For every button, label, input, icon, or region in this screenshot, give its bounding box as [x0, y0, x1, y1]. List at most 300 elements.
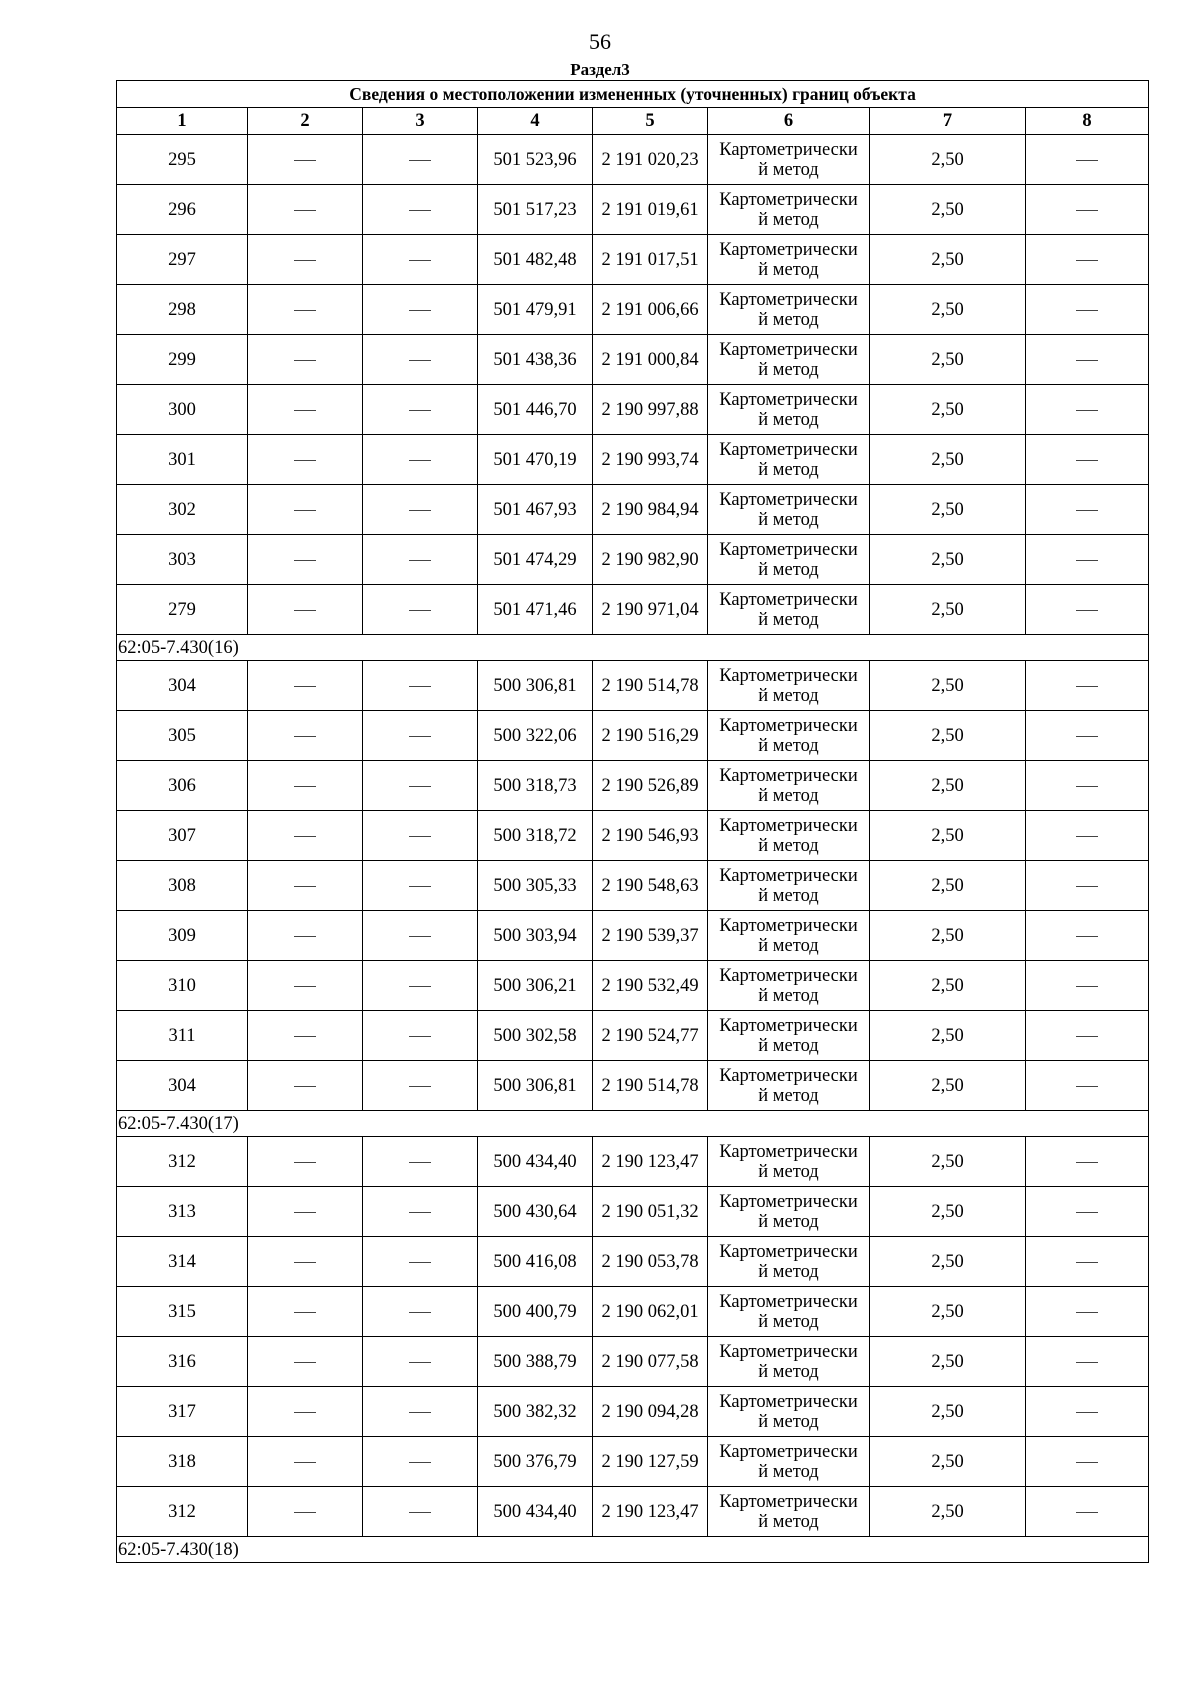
method-cell: [708, 185, 870, 235]
y-coordinate-cell: 2 190 984,94: [593, 485, 708, 535]
dash-mark: [294, 1362, 316, 1363]
dash-mark: [1076, 1086, 1098, 1087]
dash-mark: [409, 686, 431, 687]
empty-cell: [363, 1187, 478, 1237]
y-coordinate-cell: 2 190 526,89: [593, 761, 708, 811]
column-number: 7: [870, 108, 1026, 135]
dash-mark: [1076, 786, 1098, 787]
empty-cell: [1026, 285, 1149, 335]
x-coordinate-cell: 501 482,48: [478, 235, 593, 285]
dash-mark: [294, 736, 316, 737]
accuracy-cell: 2,50: [870, 535, 1026, 585]
dash-mark: [409, 1086, 431, 1087]
dash-mark: [409, 986, 431, 987]
empty-cell: [248, 335, 363, 385]
dash-mark: [409, 1412, 431, 1413]
empty-cell: [363, 1487, 478, 1537]
dash-mark: [1076, 1162, 1098, 1163]
y-coordinate-cell: 2 190 123,47: [593, 1137, 708, 1187]
section-title: Раздел3: [570, 60, 630, 79]
x-coordinate-cell: 500 318,73: [478, 761, 593, 811]
group-header-row: [117, 635, 1149, 661]
point-number-cell: 311: [117, 1011, 248, 1061]
dash-mark: [294, 610, 316, 611]
accuracy-cell: 2,50: [870, 811, 1026, 861]
dash-mark: [1076, 836, 1098, 837]
method-text-line2: й метод: [758, 935, 819, 956]
y-coordinate-cell: 2 190 548,63: [593, 861, 708, 911]
empty-cell: [363, 535, 478, 585]
empty-cell: [248, 661, 363, 711]
dash-mark: [409, 886, 431, 887]
y-coordinate-cell: 2 191 020,23: [593, 135, 708, 185]
dash-mark: [409, 1512, 431, 1513]
dash-mark: [294, 210, 316, 211]
y-coordinate-cell: 2 190 127,59: [593, 1437, 708, 1487]
point-number-cell: 313: [117, 1187, 248, 1237]
empty-cell: [248, 185, 363, 235]
x-coordinate-cell: 500 305,33: [478, 861, 593, 911]
point-number-cell: 318: [117, 1437, 248, 1487]
accuracy-cell: 2,50: [870, 911, 1026, 961]
x-coordinate-cell: 501 479,91: [478, 285, 593, 335]
method-text-line1: Картометрически: [719, 665, 858, 686]
y-coordinate-cell: 2 190 516,29: [593, 711, 708, 761]
x-coordinate-cell: 500 400,79: [478, 1287, 593, 1337]
accuracy-cell: 2,50: [870, 711, 1026, 761]
empty-cell: [363, 861, 478, 911]
accuracy-cell: 2,50: [870, 1337, 1026, 1387]
empty-cell: [1026, 1137, 1149, 1187]
method-text-line2: й метод: [758, 359, 819, 380]
empty-cell: [1026, 235, 1149, 285]
point-number-cell: 305: [117, 711, 248, 761]
table-row: [117, 661, 1149, 711]
dash-mark: [294, 1262, 316, 1263]
y-coordinate-cell: 2 190 997,88: [593, 385, 708, 435]
dash-mark: [1076, 610, 1098, 611]
table-row: [117, 1011, 1149, 1061]
dash-mark: [294, 310, 316, 311]
point-number-cell: 314: [117, 1237, 248, 1287]
method-text-line2: й метод: [758, 409, 819, 430]
empty-cell: [363, 1387, 478, 1437]
accuracy-cell: 2,50: [870, 385, 1026, 435]
point-number-cell: 297: [117, 235, 248, 285]
point-number-cell: 296: [117, 185, 248, 235]
accuracy-cell: 2,50: [870, 485, 1026, 535]
column-number: 2: [248, 108, 363, 135]
dash-mark: [1076, 1512, 1098, 1513]
dash-mark: [409, 736, 431, 737]
method-text-line1: Картометрически: [719, 1191, 858, 1212]
table-row: [117, 535, 1149, 585]
empty-cell: [248, 711, 363, 761]
empty-cell: [248, 135, 363, 185]
dash-mark: [409, 460, 431, 461]
method-text-line2: й метод: [758, 1161, 819, 1182]
method-cell: [708, 285, 870, 335]
dash-mark: [294, 886, 316, 887]
x-coordinate-cell: 500 318,72: [478, 811, 593, 861]
dash-mark: [294, 160, 316, 161]
accuracy-cell: 2,50: [870, 135, 1026, 185]
accuracy-cell: 2,50: [870, 761, 1026, 811]
empty-cell: [363, 761, 478, 811]
method-text-line2: й метод: [758, 309, 819, 330]
dash-mark: [294, 1312, 316, 1313]
y-coordinate-cell: 2 190 971,04: [593, 585, 708, 635]
point-number-cell: 298: [117, 285, 248, 335]
dash-mark: [1076, 1312, 1098, 1313]
method-cell: [708, 1137, 870, 1187]
column-number: 8: [1026, 108, 1149, 135]
accuracy-cell: 2,50: [870, 435, 1026, 485]
column-number: 1: [117, 108, 248, 135]
method-cell: [708, 1011, 870, 1061]
method-cell: [708, 961, 870, 1011]
empty-cell: [363, 285, 478, 335]
dash-mark: [1076, 360, 1098, 361]
empty-cell: [248, 761, 363, 811]
dash-mark: [294, 1086, 316, 1087]
empty-cell: [1026, 711, 1149, 761]
empty-cell: [248, 1287, 363, 1337]
empty-cell: [1026, 135, 1149, 185]
empty-cell: [1026, 911, 1149, 961]
column-number: 4: [478, 108, 593, 135]
empty-cell: [248, 535, 363, 585]
dash-mark: [1076, 510, 1098, 511]
method-text-line1: Картометрически: [719, 289, 858, 310]
table-row: [117, 911, 1149, 961]
group-label: 62:05-7.430(17): [117, 1111, 1149, 1137]
empty-cell: [363, 135, 478, 185]
table-row: [117, 435, 1149, 485]
method-text-line1: Картометрически: [719, 1141, 858, 1162]
dash-mark: [1076, 736, 1098, 737]
empty-cell: [1026, 585, 1149, 635]
dash-mark: [1076, 1362, 1098, 1363]
dash-mark: [409, 260, 431, 261]
table-row: [117, 485, 1149, 535]
table-row: [117, 961, 1149, 1011]
dash-mark: [1076, 1262, 1098, 1263]
x-coordinate-cell: 501 517,23: [478, 185, 593, 235]
method-text-line2: й метод: [758, 209, 819, 230]
empty-cell: [248, 1337, 363, 1387]
empty-cell: [248, 861, 363, 911]
dash-mark: [409, 786, 431, 787]
empty-cell: [248, 1437, 363, 1487]
method-text-line1: Картометрически: [719, 1015, 858, 1036]
method-text-line1: Картометрически: [719, 965, 858, 986]
point-number-cell: 316: [117, 1337, 248, 1387]
column-number-row: [117, 108, 1149, 135]
accuracy-cell: 2,50: [870, 1487, 1026, 1537]
empty-cell: [363, 585, 478, 635]
accuracy-cell: 2,50: [870, 1137, 1026, 1187]
dash-mark: [1076, 686, 1098, 687]
accuracy-cell: 2,50: [870, 1387, 1026, 1437]
point-number-cell: 299: [117, 335, 248, 385]
dash-mark: [409, 1212, 431, 1213]
accuracy-cell: 2,50: [870, 585, 1026, 635]
empty-cell: [363, 1287, 478, 1337]
empty-cell: [1026, 1337, 1149, 1387]
y-coordinate-cell: 2 191 019,61: [593, 185, 708, 235]
point-number-cell: 312: [117, 1487, 248, 1537]
x-coordinate-cell: 500 434,40: [478, 1137, 593, 1187]
dash-mark: [409, 210, 431, 211]
x-coordinate-cell: 500 434,40: [478, 1487, 593, 1537]
table-row: [117, 1387, 1149, 1437]
method-text-line2: й метод: [758, 259, 819, 280]
dash-mark: [294, 1162, 316, 1163]
empty-cell: [1026, 761, 1149, 811]
empty-cell: [248, 1487, 363, 1537]
accuracy-cell: 2,50: [870, 961, 1026, 1011]
empty-cell: [248, 485, 363, 535]
empty-cell: [248, 235, 363, 285]
dash-mark: [409, 1162, 431, 1163]
method-text-line1: Картометрически: [719, 439, 858, 460]
empty-cell: [363, 961, 478, 1011]
dash-mark: [294, 1212, 316, 1213]
table-row: [117, 1287, 1149, 1337]
table-caption: Сведения о местоположении измененных (уточненных) границ объекта: [117, 81, 1149, 108]
empty-cell: [248, 435, 363, 485]
dash-mark: [294, 786, 316, 787]
accuracy-cell: 2,50: [870, 185, 1026, 235]
empty-cell: [248, 285, 363, 335]
point-number-cell: 307: [117, 811, 248, 861]
method-text-line2: й метод: [758, 1411, 819, 1432]
accuracy-cell: 2,50: [870, 335, 1026, 385]
point-number-cell: 295: [117, 135, 248, 185]
y-coordinate-cell: 2 190 993,74: [593, 435, 708, 485]
empty-cell: [363, 185, 478, 235]
table-row: [117, 811, 1149, 861]
method-text-line1: Картометрически: [719, 589, 858, 610]
dash-mark: [1076, 936, 1098, 937]
method-text-line1: Картометрически: [719, 1441, 858, 1462]
method-cell: [708, 1287, 870, 1337]
method-text-line2: й метод: [758, 835, 819, 856]
method-text-line2: й метод: [758, 1511, 819, 1532]
point-number-cell: 306: [117, 761, 248, 811]
dash-mark: [409, 610, 431, 611]
dash-mark: [409, 310, 431, 311]
empty-cell: [1026, 335, 1149, 385]
table-row: [117, 285, 1149, 335]
empty-cell: [1026, 1061, 1149, 1111]
empty-cell: [363, 485, 478, 535]
method-text-line2: й метод: [758, 1211, 819, 1232]
table-row: [117, 1437, 1149, 1487]
dash-mark: [294, 1512, 316, 1513]
coordinates-table: [116, 80, 1149, 1563]
table-row: [117, 235, 1149, 285]
dash-mark: [294, 410, 316, 411]
table-row: [117, 1061, 1149, 1111]
empty-cell: [363, 385, 478, 435]
group-label: 62:05-7.430(16): [117, 635, 1149, 661]
empty-cell: [1026, 811, 1149, 861]
empty-cell: [363, 1011, 478, 1061]
group-header-row: [117, 1111, 1149, 1137]
empty-cell: [1026, 485, 1149, 535]
page-number: 56: [589, 29, 611, 54]
point-number-cell: 301: [117, 435, 248, 485]
point-number-cell: 315: [117, 1287, 248, 1337]
accuracy-cell: 2,50: [870, 861, 1026, 911]
dash-mark: [409, 1462, 431, 1463]
table-row: [117, 1187, 1149, 1237]
column-number: 5: [593, 108, 708, 135]
y-coordinate-cell: 2 190 094,28: [593, 1387, 708, 1437]
empty-cell: [1026, 661, 1149, 711]
empty-cell: [363, 1061, 478, 1111]
method-text-line1: Картометрически: [719, 139, 858, 160]
y-coordinate-cell: 2 190 539,37: [593, 911, 708, 961]
table-caption-row: [117, 81, 1149, 108]
dash-mark: [1076, 210, 1098, 211]
x-coordinate-cell: 500 322,06: [478, 711, 593, 761]
table-row: [117, 711, 1149, 761]
dash-mark: [294, 936, 316, 937]
point-number-cell: 302: [117, 485, 248, 535]
dash-mark: [294, 460, 316, 461]
x-coordinate-cell: 501 470,19: [478, 435, 593, 485]
table-row: [117, 1487, 1149, 1537]
method-text-line2: й метод: [758, 885, 819, 906]
point-number-cell: 308: [117, 861, 248, 911]
empty-cell: [1026, 1237, 1149, 1287]
x-coordinate-cell: 501 471,46: [478, 585, 593, 635]
accuracy-cell: 2,50: [870, 1237, 1026, 1287]
method-cell: [708, 235, 870, 285]
dash-mark: [409, 1362, 431, 1363]
empty-cell: [248, 811, 363, 861]
table-row: [117, 1337, 1149, 1387]
dash-mark: [294, 836, 316, 837]
table-row: [117, 335, 1149, 385]
empty-cell: [1026, 385, 1149, 435]
dash-mark: [294, 560, 316, 561]
empty-cell: [363, 1337, 478, 1387]
dash-mark: [1076, 886, 1098, 887]
table-body: [117, 81, 1149, 1563]
x-coordinate-cell: 500 430,64: [478, 1187, 593, 1237]
y-coordinate-cell: 2 190 982,90: [593, 535, 708, 585]
empty-cell: [1026, 1187, 1149, 1237]
dash-mark: [1076, 986, 1098, 987]
column-number: 6: [708, 108, 870, 135]
empty-cell: [248, 1011, 363, 1061]
dash-mark: [409, 160, 431, 161]
empty-cell: [248, 585, 363, 635]
y-coordinate-cell: 2 190 514,78: [593, 1061, 708, 1111]
empty-cell: [1026, 1287, 1149, 1337]
dash-mark: [1076, 1212, 1098, 1213]
method-text-line2: й метод: [758, 159, 819, 180]
empty-cell: [1026, 861, 1149, 911]
empty-cell: [363, 435, 478, 485]
dash-mark: [1076, 1036, 1098, 1037]
method-text-line1: Картометрически: [719, 339, 858, 360]
x-coordinate-cell: 500 416,08: [478, 1237, 593, 1287]
empty-cell: [363, 1437, 478, 1487]
dash-mark: [294, 360, 316, 361]
dash-mark: [1076, 160, 1098, 161]
empty-cell: [248, 911, 363, 961]
method-cell: [708, 911, 870, 961]
empty-cell: [248, 1061, 363, 1111]
method-text-line2: й метод: [758, 1311, 819, 1332]
dash-mark: [294, 1036, 316, 1037]
table-row: [117, 1137, 1149, 1187]
dash-mark: [1076, 1462, 1098, 1463]
dash-mark: [294, 986, 316, 987]
point-number-cell: 317: [117, 1387, 248, 1437]
group-header-row: [117, 1537, 1149, 1563]
empty-cell: [363, 911, 478, 961]
y-coordinate-cell: 2 190 053,78: [593, 1237, 708, 1287]
x-coordinate-cell: 501 474,29: [478, 535, 593, 585]
empty-cell: [363, 1137, 478, 1187]
x-coordinate-cell: 500 376,79: [478, 1437, 593, 1487]
method-text-line1: Картометрически: [719, 815, 858, 836]
method-cell: [708, 535, 870, 585]
y-coordinate-cell: 2 191 017,51: [593, 235, 708, 285]
point-number-cell: 312: [117, 1137, 248, 1187]
y-coordinate-cell: 2 190 524,77: [593, 1011, 708, 1061]
dash-mark: [409, 510, 431, 511]
y-coordinate-cell: 2 191 000,84: [593, 335, 708, 385]
empty-cell: [248, 1237, 363, 1287]
empty-cell: [1026, 1011, 1149, 1061]
dash-mark: [409, 836, 431, 837]
method-cell: [708, 385, 870, 435]
table-row: [117, 385, 1149, 435]
method-text-line1: Картометрически: [719, 765, 858, 786]
y-coordinate-cell: 2 191 006,66: [593, 285, 708, 335]
point-number-cell: 279: [117, 585, 248, 635]
method-text-line1: Картометрически: [719, 915, 858, 936]
accuracy-cell: 2,50: [870, 661, 1026, 711]
x-coordinate-cell: 500 306,81: [478, 661, 593, 711]
method-cell: [708, 135, 870, 185]
table-row: [117, 185, 1149, 235]
method-cell: [708, 1437, 870, 1487]
empty-cell: [248, 1137, 363, 1187]
method-text-line2: й метод: [758, 685, 819, 706]
method-cell: [708, 811, 870, 861]
method-text-line1: Картометрически: [719, 239, 858, 260]
dash-mark: [409, 360, 431, 361]
method-cell: [708, 1487, 870, 1537]
y-coordinate-cell: 2 190 546,93: [593, 811, 708, 861]
method-cell: [708, 1237, 870, 1287]
x-coordinate-cell: 501 446,70: [478, 385, 593, 435]
method-text-line1: Картометрически: [719, 1341, 858, 1362]
method-text-line2: й метод: [758, 785, 819, 806]
method-cell: [708, 861, 870, 911]
empty-cell: [1026, 185, 1149, 235]
accuracy-cell: 2,50: [870, 1437, 1026, 1487]
method-cell: [708, 1061, 870, 1111]
